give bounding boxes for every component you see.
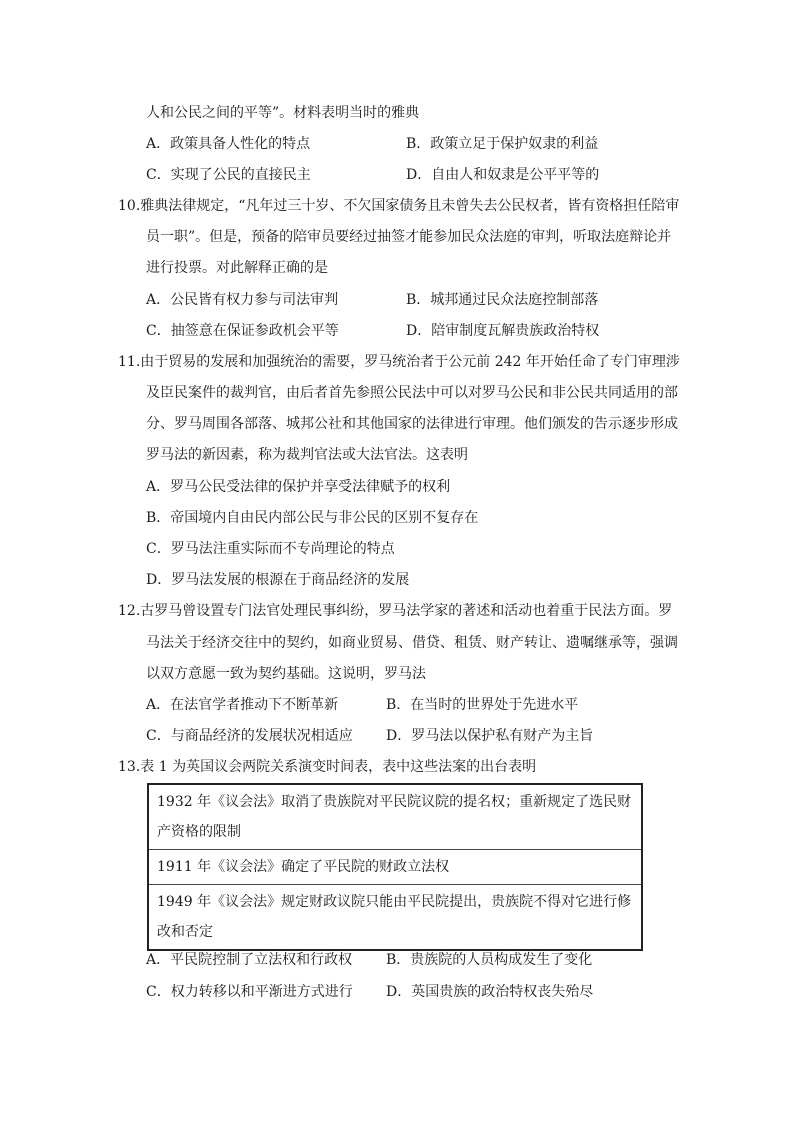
- q9-options-row-2: [146, 165, 706, 185]
- q13-options-row-1: [146, 950, 706, 970]
- q12-stem-line-3: 以双方意愿一致为契约基础。这说明，罗马法: [146, 666, 426, 682]
- q11-option-d[interactable]: D．罗马法发展的根源在于商品经济的发展: [146, 572, 410, 588]
- q11-stem-line-4: 罗马法的新因素，称为裁判官法或大法官法。这表明: [146, 447, 468, 463]
- q10-options-row-2: [146, 321, 706, 341]
- q11-stem-line-1: 11.由于贸易的发展和加强统治的需要，罗马统治者于公元前 242 年开始任命了专门审理涉: [118, 354, 680, 370]
- q11-option-a[interactable]: A．罗马公民受法律的保护并享受法律赋予的权利: [146, 479, 451, 495]
- table-cell-1949: 1949 年《议会法》规定财政议院只能由平民院提出，贵族院不得对它进行修改和否定: [148, 885, 642, 951]
- q9-options-row-1: [146, 134, 706, 154]
- q9-stem-tail: 人和公民之间的平等”。材料表明当时的雅典: [146, 105, 420, 121]
- table-cell-1911: 1911 年《议会法》确定了平民院的财政立法权: [148, 850, 642, 885]
- q11-option-c[interactable]: C．罗马法注重实际而不专尚理论的特点: [146, 541, 395, 557]
- q11-stem-line-3: 分、罗马周围各部落、城邦公社和其他国家的法律进行审理。他们颁发的告示逐步形成: [146, 416, 678, 432]
- table-cell-1932: 1932 年《议会法》取消了贵族院对平民院议院的提名权；重新规定了选民财产资格的限制: [148, 784, 642, 850]
- q13-table: [147, 783, 643, 951]
- q13-option-d[interactable]: D．英国贵族的政治特权丧失殆尽: [386, 984, 594, 1000]
- q12-option-a[interactable]: A．在法官学者推动下不断革新: [146, 697, 339, 713]
- q13-option-a[interactable]: A．平民院控制了立法权和行政权: [146, 952, 353, 968]
- table-row: [148, 784, 642, 850]
- q9-option-a[interactable]: A．政策具备人性化的特点: [146, 136, 311, 152]
- q11-stem-line-2: 及臣民案件的裁判官，由后者首先参照公民法中可以对罗马公民和非公民共同适用的部: [146, 385, 678, 401]
- q11-option-b[interactable]: B．帝国境内自由民内部公民与非公民的区别不复存在: [146, 510, 479, 526]
- q13-option-c[interactable]: C．权力转移以和平渐进方式进行: [146, 984, 353, 1000]
- q12-option-d[interactable]: D．罗马法以保护私有财产为主旨: [386, 728, 594, 744]
- q12-option-b[interactable]: B．在当时的世界处于先进水平: [386, 697, 579, 713]
- q10-option-b[interactable]: B．城邦通过民众法庭控制部落: [406, 292, 599, 308]
- q13-option-b[interactable]: B．贵族院的人员构成发生了变化: [386, 952, 593, 968]
- q9-option-d[interactable]: D．自由人和奴隶是公平平等的: [406, 167, 600, 183]
- q10-option-c[interactable]: C．抽签意在保证参政机会平等: [146, 323, 339, 339]
- q10-stem-line-2: 员一职”。但是，预备的陪审员要经过抽签才能参加民众法庭的审判，听取法庭辩论并: [146, 229, 672, 245]
- q10-option-d[interactable]: D．陪审制度瓦解贵族政治特权: [406, 323, 600, 339]
- q12-stem-line-1: 12.古罗马曾设置专门法官处理民事纠纷，罗马法学家的著述和活动也着重于民法方面。罗: [118, 603, 673, 619]
- q13-stem: 13.表 1 为英国议会两院关系演变时间表，表中这些法案的出台表明: [118, 759, 537, 775]
- q10-stem-line-1: 10.雅典法律规定，“凡年过三十岁、不欠国家债务且未曾失去公民权者，皆有资格担任陪审: [118, 198, 680, 214]
- table-row: [148, 850, 642, 885]
- q9-option-c[interactable]: C．实现了公民的直接民主: [146, 167, 311, 183]
- q13-options-row-2: [146, 982, 706, 1002]
- q12-option-c[interactable]: C．与商品经济的发展状况相适应: [146, 728, 353, 744]
- q10-options-row-1: [146, 290, 706, 310]
- q10-option-a[interactable]: A．公民皆有权力参与司法审判: [146, 292, 339, 308]
- q12-options-row-1: [146, 695, 706, 715]
- q9-option-b[interactable]: B．政策立足于保护奴隶的利益: [406, 136, 599, 152]
- q12-stem-line-2: 马法关于经济交往中的契约，如商业贸易、借贷、租赁、财产转让、遗嘱继承等，强调: [146, 635, 678, 651]
- table-row: [148, 885, 642, 951]
- q12-options-row-2: [146, 726, 706, 746]
- q10-stem-line-3: 进行投票。对此解释正确的是: [146, 260, 328, 276]
